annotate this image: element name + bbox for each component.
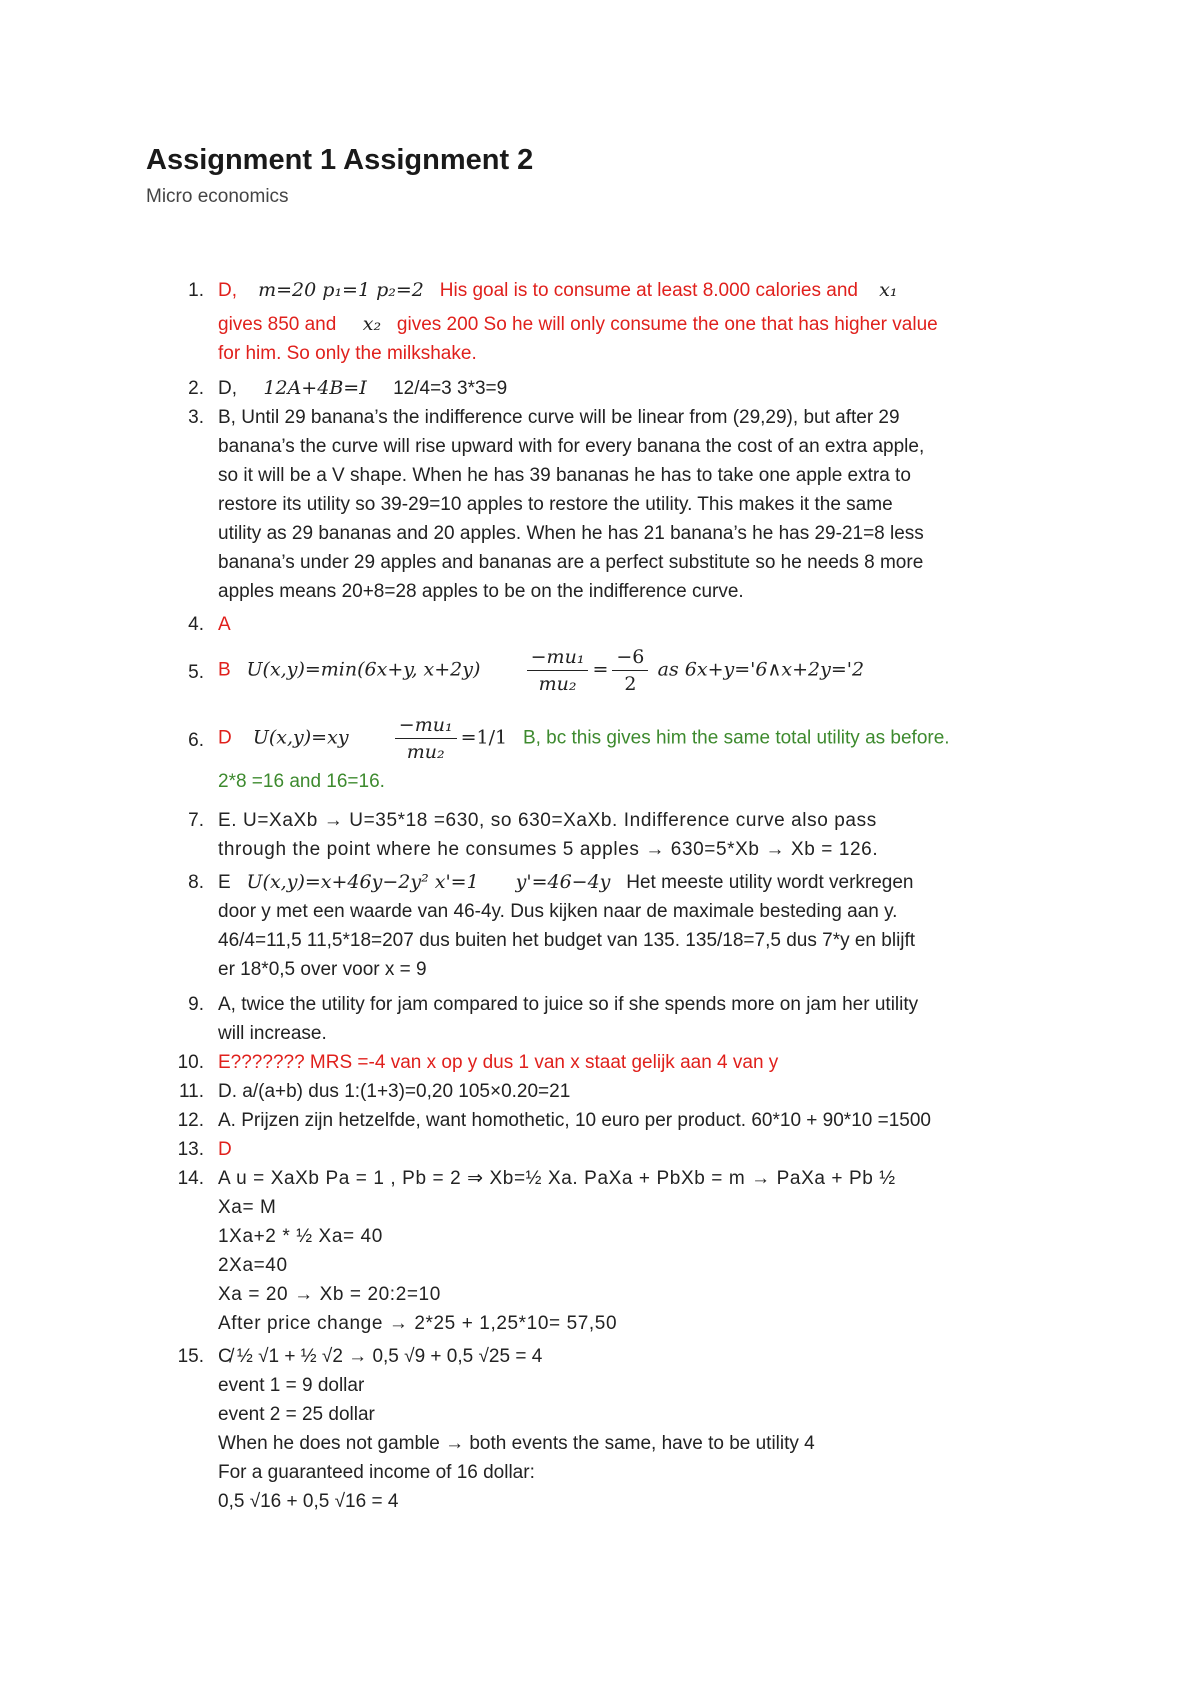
answer-text: E??????? MRS =-4 van x op y dus 1 van x staat gelijk aan 4 van y (218, 1052, 779, 1073)
answer-line: will increase. (218, 1023, 327, 1044)
answer-text: gives 200 So he will only consume the one that has higher value (396, 314, 938, 335)
answer-text: 12/4=3 3*3=9 (393, 378, 508, 399)
answer-text: A. Prijzen zijn hetzelfde, want homothetic, 10 euro per product. 60*10 + 90*10 =1500 (218, 1110, 931, 1131)
item-number: 4. (188, 614, 204, 635)
answer-line: 0,5 √16 + 0,5 √16 = 4 (218, 1491, 399, 1512)
answer-text: 2*8 =16 and 16=16. (218, 771, 385, 792)
math-expression: U(x,y)=xy (252, 726, 349, 749)
math-expression: 12A+4B=I (263, 377, 367, 399)
item-number: 15. (177, 1346, 204, 1367)
answer-line: When he does not gamble → both events the same, have to be utility 4 (218, 1433, 815, 1454)
item-number: 6. (188, 730, 204, 751)
answer-line: through the point where he consumes 5 apples → 630=5*Xb → Xb = 126. (218, 839, 879, 860)
answer-line: Xa= M (218, 1197, 277, 1218)
answer-line: so it will be a V shape. When he has 39 bananas he has to take one apple extra to (218, 465, 911, 486)
answer-line: E. U=XaXb → U=35*18 =630, so 630=XaXb. Indifference curve also pass (218, 810, 877, 831)
answer-letter: D, (218, 280, 237, 301)
item-number: 14. (177, 1168, 204, 1189)
answer-line: banana’s under 29 apples and bananas are a perfect substitute so he needs 8 more (218, 552, 924, 573)
page-subtitle: Micro economics (146, 186, 289, 207)
math-variable: x₁ (879, 279, 898, 301)
answer-letter: D, (218, 378, 237, 399)
answer-text: D. a/(a+b) dus 1:(1+3)=0,20 105×0.20=21 (218, 1081, 571, 1102)
answer-text: His goal is to consume at least 8.000 calories and (439, 280, 858, 301)
fraction-denominator: mu₂ (406, 741, 445, 763)
answer-line: A, twice the utility for jam compared to juice so if she spends more on jam her utility (218, 994, 919, 1015)
item-number: 2. (188, 378, 204, 399)
answer-line: After price change → 2*25 + 1,25*10= 57,50 (218, 1313, 618, 1334)
math-expression: U(x,y)=x+46y−2y² x'=1 (246, 871, 479, 893)
answer-line: For a guaranteed income of 16 dollar: (218, 1462, 535, 1483)
fraction (395, 712, 457, 765)
answer-line: event 1 = 9 dollar (218, 1375, 365, 1396)
answer-line: door y met een waarde van 46-4y. Dus kijken naar de maximale besteding aan y. (218, 901, 898, 922)
answer-line: 2Xa=40 (218, 1255, 288, 1276)
item-number: 8. (188, 872, 204, 893)
fraction (527, 644, 589, 697)
item-number: 13. (177, 1139, 204, 1160)
answer-text: for him. So only the milkshake. (218, 343, 477, 364)
item-number: 7. (188, 810, 204, 831)
math-expression: =1/1 (460, 726, 508, 749)
item-number: 3. (188, 407, 204, 428)
page-title: Assignment 1 Assignment 2 (146, 144, 534, 176)
answer-line: restore its utility so 39-29=10 apples to restore the utility. This makes it the same (218, 494, 893, 515)
answer-line: 1Xa+2 * ½ Xa= 40 (218, 1226, 383, 1247)
fraction-denominator: 2 (624, 673, 637, 695)
math-expression: as 6x+y='6∧x+2y='2 (657, 658, 865, 681)
answer-text: B, bc this gives him the same total utility as before. (522, 727, 950, 749)
answer-letter: E (218, 872, 231, 893)
answer-line: er 18*0,5 over voor x = 9 (218, 959, 427, 980)
equals-sign: = (592, 658, 609, 681)
answer-letter: D (218, 1139, 232, 1160)
item-number: 10. (177, 1052, 204, 1073)
answer-line: banana’s the curve will rise upward with for every banana the cost of an extra apple, (218, 436, 925, 457)
answer-line: event 2 = 25 dollar (218, 1404, 375, 1425)
answer-line: B, Until 29 banana’s the indifference curve will be linear from (29,29), but after 29 (218, 407, 900, 428)
answer-line: Xa = 20 → Xb = 20:2=10 (218, 1284, 441, 1305)
answer-line: A u = XaXb Pa = 1 , Pb = 2 ⇒ Xb=½ Xa. PaXa + PbXb = m → PaXa + Pb ½ (218, 1168, 896, 1189)
math-expression: m=20 p₁=1 p₂=2 (258, 279, 424, 301)
math-expression: y'=46−4y (515, 871, 611, 893)
answer-line: 46/4=11,5 11,5*18=207 dus buiten het budget van 135. 135/18=7,5 dus 7*y en blijft (218, 930, 916, 951)
item-number: 9. (188, 994, 204, 1015)
fraction-numerator: −mu₁ (395, 712, 457, 739)
item-number: 11. (178, 1081, 204, 1102)
answer-line: C̸ ½ √1 + ½ √2 → 0,5 √9 + 0,5 √25 = 4 (218, 1346, 543, 1367)
math-expression: U(x,y)=min(6x+y, x+2y) (246, 658, 481, 681)
answer-line: utility as 29 bananas and 20 apples. When he has 21 banana’s he has 29-21=8 less (218, 523, 924, 544)
fraction-numerator: −6 (612, 644, 648, 671)
answer-text: gives 850 and (218, 314, 337, 335)
answer-line: apples means 20+8=28 apples to be on the indifference curve. (218, 581, 744, 602)
math-variable: x₂ (362, 313, 382, 335)
fraction (612, 644, 648, 697)
answer-letter: B (218, 659, 231, 681)
fraction-denominator: mu₂ (538, 673, 577, 695)
item-number: 12. (177, 1110, 204, 1131)
item-number: 1. (188, 280, 204, 301)
answer-text: Het meeste utility wordt verkregen (626, 872, 914, 893)
item-number: 5. (188, 662, 204, 683)
fraction-numerator: −mu₁ (527, 644, 589, 671)
answer-letter: D (218, 727, 232, 749)
answer-letter: A (218, 614, 231, 635)
